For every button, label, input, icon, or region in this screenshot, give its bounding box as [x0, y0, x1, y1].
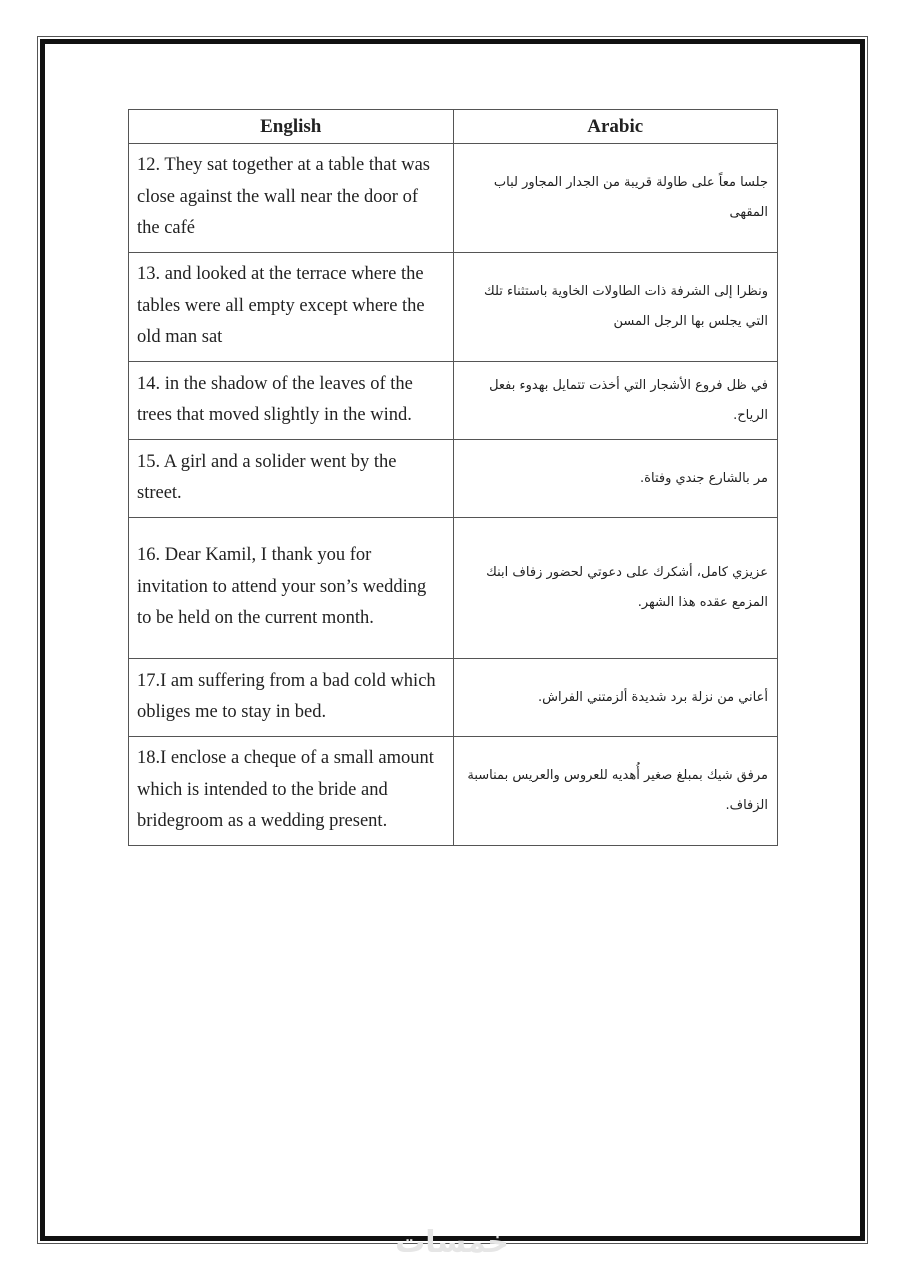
table-row [129, 659, 778, 737]
arabic-cell: جلسا معاً على طاولة قريبة من الجدار المجاور لباب المقهى [453, 144, 778, 253]
table-row [129, 144, 778, 253]
english-cell: 12. They sat together at a table that was close against the wall near the door of the café [129, 144, 454, 253]
arabic-cell: أعاني من نزلة برد شديدة ألزمتني الفراش. [453, 659, 778, 737]
table-row [129, 362, 778, 440]
arabic-cell: مرفق شيك بمبلغ صغير أُهديه للعروس والعريس بمناسبة الزفاف. [453, 737, 778, 846]
table-row [129, 253, 778, 362]
arabic-cell: عزيزي كامل، أشكرك على دعوتي لحضور زفاف ابنك المزمع عقده هذا الشهر. [453, 518, 778, 659]
header-arabic: Arabic [453, 110, 778, 144]
english-cell: 16. Dear Kamil, I thank you for invitation to attend your son’s wedding to be held on the current month. [129, 518, 454, 659]
table-row [129, 737, 778, 846]
header-english: English [129, 110, 454, 144]
english-cell: 18.I enclose a cheque of a small amount which is intended to the bride and bridegroom as a wedding present. [129, 737, 454, 846]
watermark-logo: خمسات [395, 1225, 509, 1260]
arabic-cell: مر بالشارع جندي وفتاة. [453, 440, 778, 518]
english-cell: 14. in the shadow of the leaves of the trees that moved slightly in the wind. [129, 362, 454, 440]
table-header-row [129, 110, 778, 144]
translation-table [128, 109, 778, 846]
english-cell: 17.I am suffering from a bad cold which obliges me to stay in bed. [129, 659, 454, 737]
english-cell: 13. and looked at the terrace where the tables were all empty except where the old man sat [129, 253, 454, 362]
table-row [129, 518, 778, 659]
table-row [129, 440, 778, 518]
arabic-cell: في ظل فروع الأشجار التي أخذت تتمايل بهدوء بفعل الرياح. [453, 362, 778, 440]
arabic-cell: ونظرا إلى الشرفة ذات الطاولات الخاوية باستثناء تلك التي يجلس بها الرجل المسن [453, 253, 778, 362]
english-cell: 15. A girl and a solider went by the street. [129, 440, 454, 518]
